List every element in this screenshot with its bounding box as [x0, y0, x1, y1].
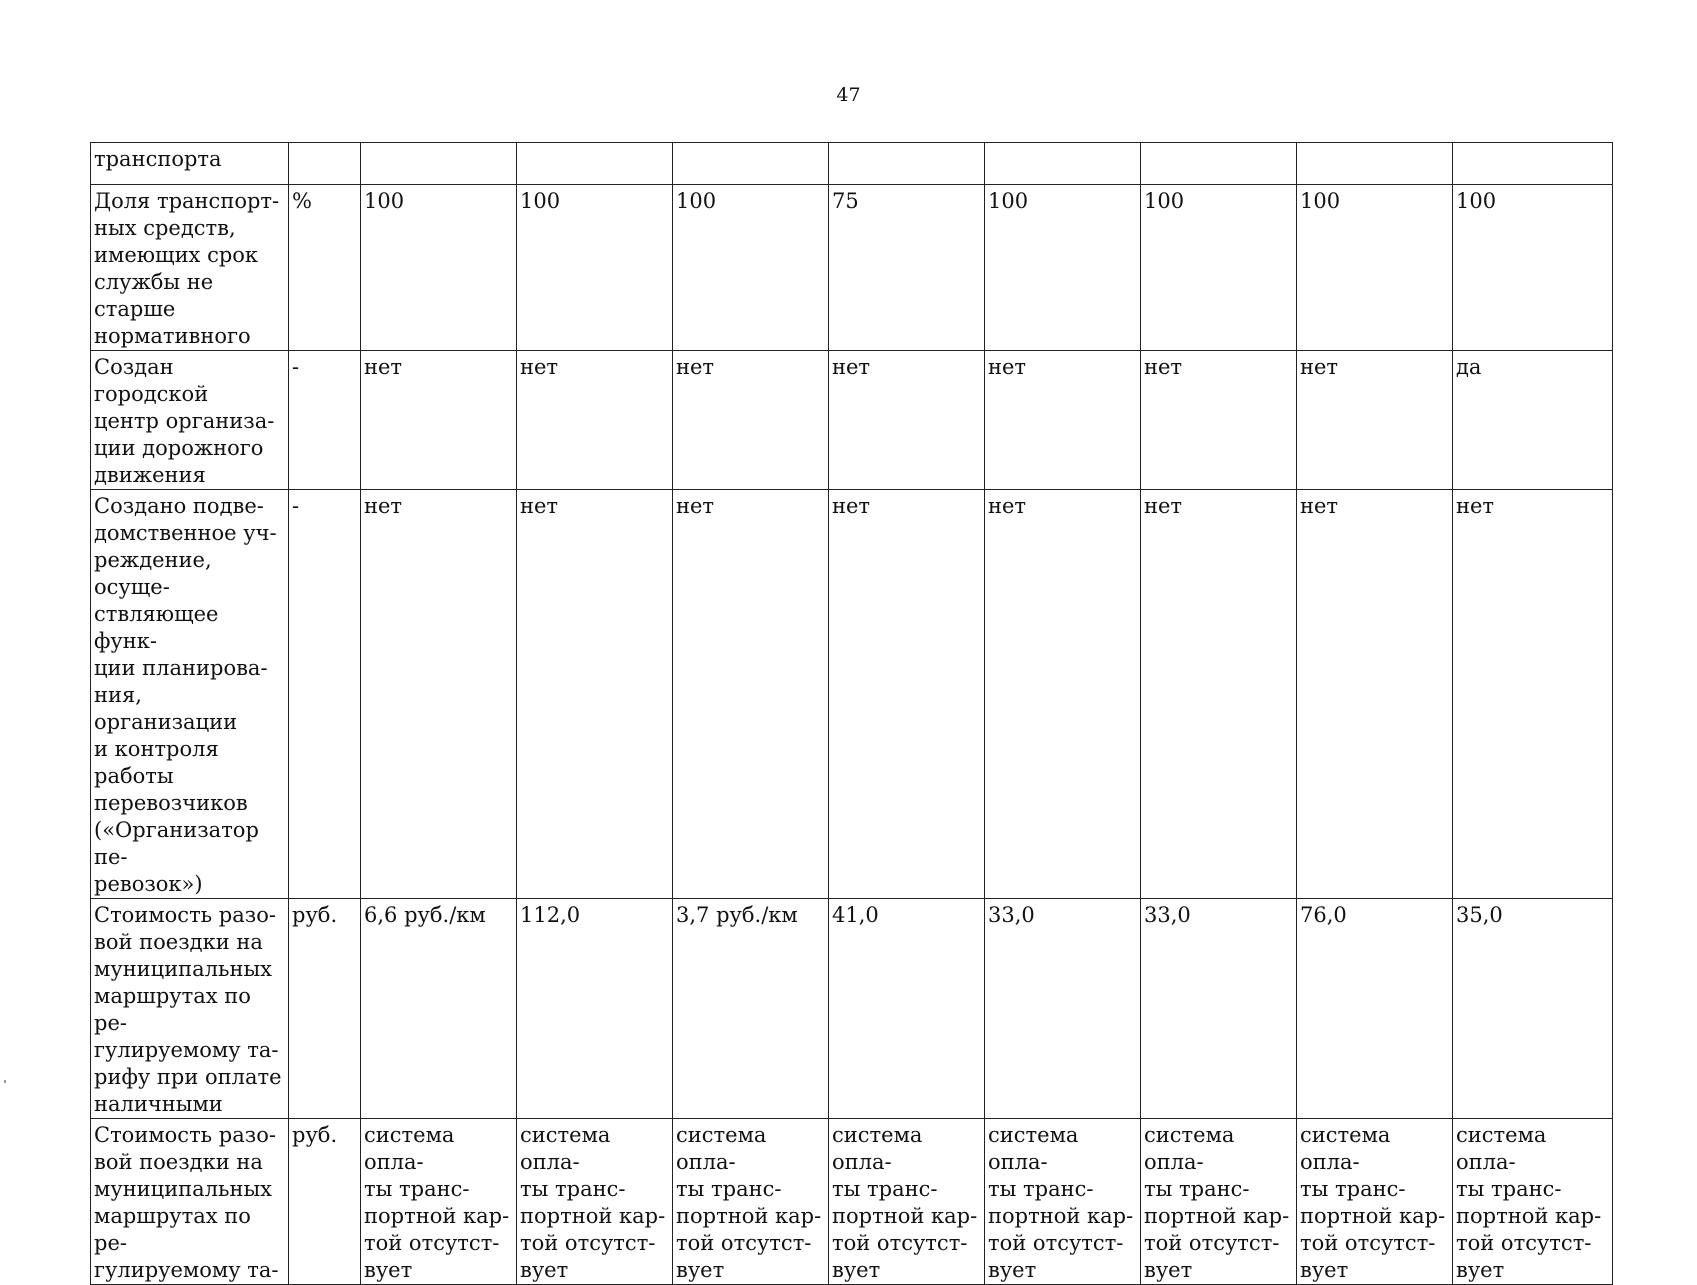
table-row — [91, 185, 1613, 351]
value-cell: 100 — [985, 185, 1141, 351]
value-cell: нет — [1141, 490, 1297, 899]
table-row — [91, 1119, 1613, 1285]
unit-cell: - — [289, 351, 361, 490]
scan-speck — [4, 1080, 6, 1083]
value-cell: 100 — [517, 185, 673, 351]
value-cell: 35,0 — [1453, 899, 1613, 1119]
value-cell — [829, 143, 985, 185]
value-cell — [361, 143, 517, 185]
value-cell — [985, 143, 1141, 185]
indicator-cell: Создан городской центр организа- ции дорожного движения — [91, 351, 289, 490]
page-number: 47 — [836, 84, 861, 106]
value-cell: 33,0 — [1141, 899, 1297, 1119]
value-cell: нет — [673, 490, 829, 899]
value-cell: система опла- ты транс- портной кар- той отсутст- вует — [517, 1119, 673, 1285]
value-cell: 41,0 — [829, 899, 985, 1119]
table-row — [91, 351, 1613, 490]
table-row — [91, 490, 1613, 899]
indicator-cell: Доля транспорт- ных средств, имеющих срок службы не старше нормативного — [91, 185, 289, 351]
value-cell: 75 — [829, 185, 985, 351]
value-cell: система опла- ты транс- портной кар- той отсутст- вует — [1453, 1119, 1613, 1285]
value-cell: нет — [361, 490, 517, 899]
value-cell: нет — [673, 351, 829, 490]
value-cell: 100 — [1141, 185, 1297, 351]
indicator-cell: Стоимость разо- вой поездки на муниципальных маршрутах по ре- гулируемому та- рифу при оплате наличными — [91, 899, 289, 1119]
value-cell: нет — [985, 490, 1141, 899]
value-cell: система опла- ты транс- портной кар- той отсутст- вует — [673, 1119, 829, 1285]
value-cell: 6,6 руб./км — [361, 899, 517, 1119]
indicator-cell: транспорта — [91, 143, 289, 185]
value-cell: нет — [361, 351, 517, 490]
value-cell: 100 — [361, 185, 517, 351]
value-cell: система опла- ты транс- портной кар- той отсутст- вует — [1297, 1119, 1453, 1285]
value-cell: система опла- ты транс- портной кар- той отсутст- вует — [829, 1119, 985, 1285]
value-cell: нет — [1453, 490, 1613, 899]
value-cell: нет — [985, 351, 1141, 490]
value-cell — [517, 143, 673, 185]
value-cell: нет — [517, 490, 673, 899]
value-cell: 76,0 — [1297, 899, 1453, 1119]
unit-cell — [289, 143, 361, 185]
unit-cell: - — [289, 490, 361, 899]
unit-cell: % — [289, 185, 361, 351]
value-cell: 33,0 — [985, 899, 1141, 1119]
value-cell — [1453, 143, 1613, 185]
value-cell: нет — [1297, 490, 1453, 899]
value-cell: нет — [829, 351, 985, 490]
unit-cell: руб. — [289, 1119, 361, 1285]
value-cell: да — [1453, 351, 1613, 490]
value-cell — [1141, 143, 1297, 185]
value-cell: нет — [829, 490, 985, 899]
value-cell — [673, 143, 829, 185]
unit-cell: руб. — [289, 899, 361, 1119]
value-cell: 100 — [1453, 185, 1613, 351]
value-cell: 112,0 — [517, 899, 673, 1119]
value-cell: 100 — [673, 185, 829, 351]
table-row — [91, 899, 1613, 1119]
value-cell — [1297, 143, 1453, 185]
value-cell: 3,7 руб./км — [673, 899, 829, 1119]
value-cell: 100 — [1297, 185, 1453, 351]
value-cell: система опла- ты транс- портной кар- той отсутст- вует — [1141, 1119, 1297, 1285]
table-row — [91, 143, 1613, 185]
value-cell: нет — [1297, 351, 1453, 490]
value-cell: система опла- ты транс- портной кар- той отсутст- вует — [361, 1119, 517, 1285]
indicator-cell: Стоимость разо- вой поездки на муниципальных маршрутах по ре- гулируемому та- — [91, 1119, 289, 1285]
value-cell: нет — [517, 351, 673, 490]
indicators-table — [90, 142, 1613, 1285]
value-cell: нет — [1141, 351, 1297, 490]
value-cell: система опла- ты транс- портной кар- той отсутст- вует — [985, 1119, 1141, 1285]
indicator-cell: Создано подве- домственное уч- реждение, осуще- ствляющее функ- ции планирова- ния, организации и контроля работы перевозчиков («Организатор пе- ревозок») — [91, 490, 289, 899]
